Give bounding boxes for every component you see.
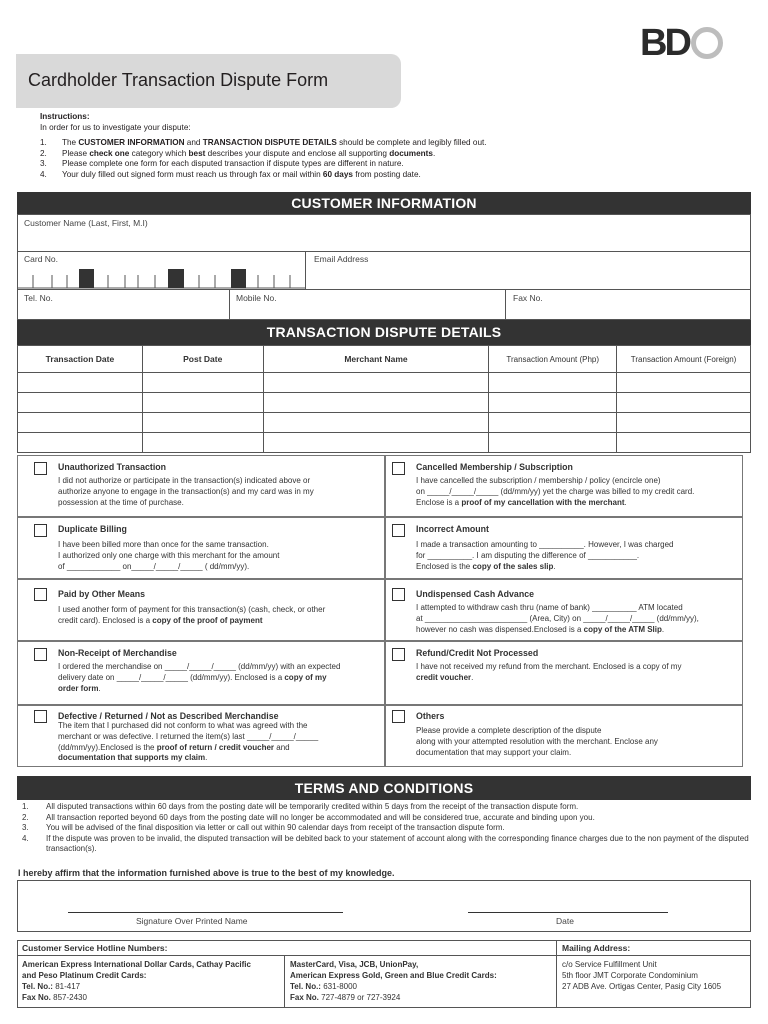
customer-info-section <box>17 214 751 320</box>
instructions-intro: In order for us to investigate your dispute: <box>40 122 191 132</box>
duplicate-billing-title: Duplicate Billing <box>58 524 127 534</box>
mobile-field[interactable] <box>230 290 506 319</box>
footer-contacts <box>17 940 751 1008</box>
duplicate-billing-checkbox[interactable] <box>34 524 47 537</box>
incorrect-amount-title: Incorrect Amount <box>416 524 489 534</box>
terms-header: TERMS AND CONDITIONS <box>17 776 751 800</box>
defective-text: The item that I purchased did not conform to what was agreed with the merchant or was defective. I returned the item(s) last _____/_____/_____ (dd/mm/yy).Enclosed is the proof of return / credit voucher and documentation that supports my claim. <box>58 721 319 763</box>
footer-divider <box>556 941 557 1007</box>
refund-checkbox[interactable] <box>392 648 405 661</box>
terms-item: 4. If the dispute was proven to be invalid, the disputed transaction will be debited back to your statement of account along with the corresponding finance charges due to the non payment of the disputed transaction(s). <box>22 833 749 854</box>
customer-info-header: CUSTOMER INFORMATION <box>17 192 751 214</box>
others-checkbox[interactable] <box>392 710 405 723</box>
instruction-item: 3. Please complete one form for each disputed transaction if dispute types are different in nature. <box>40 159 404 169</box>
category-defective <box>17 705 385 767</box>
incorrect-amount-text: I made a transaction amounting to __________. However, I was charged for __________. I am disputing the difference of ___________. Enclosed is the copy of the sales slip. <box>416 540 674 571</box>
tel-field[interactable] <box>18 290 230 319</box>
email-field[interactable] <box>306 252 750 290</box>
undispensed-cash-text: I attempted to withdraw cash thru (name of bank) __________ ATM located at _______________________ (Area, City) on _____/_____/_____ (dd/mm/yy), however no cash was dispensed.Enclosed is a copy of the ATM Slip. <box>416 603 699 634</box>
col-amount-php: Transaction Amount (Php) <box>489 346 617 373</box>
col-merchant-name: Merchant Name <box>263 346 489 373</box>
table-header-row <box>18 346 751 373</box>
card-digit-grid <box>18 269 306 289</box>
mailing-label: Mailing Address: <box>562 943 631 953</box>
footer-divider <box>284 956 285 1007</box>
category-refund <box>385 641 743 705</box>
others-title: Others <box>416 711 445 721</box>
form-title-banner <box>16 54 401 108</box>
incorrect-amount-checkbox[interactable] <box>392 524 405 537</box>
instruction-item: 2. Please check one category which best describes your dispute and enclose all supporting documents. <box>40 148 436 158</box>
undispensed-cash-title: Undispensed Cash Advance <box>416 589 534 599</box>
terms-item: 1. All disputed transactions within 60 days from the posting date will be temporarily credited within 5 days from the receipt of the transaction dispute form. <box>22 802 579 811</box>
instructions <box>40 112 740 181</box>
refund-title: Refund/Credit Not Processed <box>416 648 539 658</box>
undispensed-cash-checkbox[interactable] <box>392 588 405 601</box>
unauthorized-text: I did not authorize or participate in the transaction(s) indicated above or authorize anyone to engage in the transaction(s) and my card was in my possession at the time of purchase. <box>58 476 314 507</box>
category-others <box>385 705 743 767</box>
category-unauthorized <box>17 455 385 517</box>
card-number-label: Card No. <box>24 254 59 264</box>
signature-line[interactable] <box>68 912 343 913</box>
table-row[interactable] <box>18 413 751 433</box>
unauthorized-checkbox[interactable] <box>34 462 47 475</box>
instruction-item: 4. Your duly filled out signed form must reach us through fax or mail within 60 days from posting date. <box>40 169 421 179</box>
duplicate-billing-text: I have been billed more than once for the same transaction. I authorized only one charge with this merchant for the amount of ____________ on_____/_____/_____ ( dd/mm/yy). <box>58 540 280 571</box>
non-receipt-text: I ordered the merchandise on _____/_____/_____ (dd/mm/yy) with an expected delivery date on _____/_____/_____ (dd/mm/yy). Enclosed is a copy of my order form. <box>58 662 341 693</box>
category-incorrect-amount <box>385 517 743 579</box>
other-means-checkbox[interactable] <box>34 588 47 601</box>
cancelled-membership-checkbox[interactable] <box>392 462 405 475</box>
signature-label: Signature Over Printed Name <box>136 916 248 926</box>
terms-item: 3. You will be advised of the final disposition via letter or call out within 90 calendar days from receipt of the transaction dispute form. <box>22 823 505 833</box>
signature-box <box>17 880 751 932</box>
non-receipt-title: Non-Receipt of Merchandise <box>58 648 177 658</box>
instruction-item: 1. The CUSTOMER INFORMATION and TRANSACTION DISPUTE DETAILS should be complete and legibly filled out. <box>40 138 487 148</box>
date-line[interactable] <box>468 912 668 913</box>
defective-title: Defective / Returned / Not as Described Merchandise <box>58 711 279 721</box>
footer-header-row <box>18 941 750 956</box>
cancelled-membership-text: I have cancelled the subscription / membership / policy (encircle one) on _____/_____/_____ (dd/mm/yy) yet the charge was billed to my credit card. Enclose is a proof of my cancellation with the merchant. <box>416 476 695 507</box>
card-number-field[interactable] <box>18 252 306 290</box>
category-undispensed-cash <box>385 579 743 641</box>
table-row[interactable] <box>18 433 751 453</box>
category-non-receipt <box>17 641 385 705</box>
category-other-means <box>17 579 385 641</box>
mobile-label: Mobile No. <box>236 293 277 303</box>
customer-name-label: Customer Name (Last, First, M.I) <box>24 218 148 228</box>
terms-item: 2. All transaction reported beyond 60 days from the posting date will no longer be accommodated and will be considered true, accurate and binding upon you. <box>22 812 595 822</box>
affirmation-text: I hereby affirm that the information furnished above is true to the best of my knowledge. <box>18 868 395 878</box>
terms-list <box>22 802 752 855</box>
tel-label: Tel. No. <box>24 293 53 303</box>
other-means-text: I used another form of payment for this transaction(s) (cash, check, or other credit card). Enclosed is a copy of the proof of payment <box>58 605 326 625</box>
footer-col-amex-intl: American Express International Dollar Cards, Cathay Pacific and Peso Platinum Credit Cards: Tel. No.: 81-417 Fax No. 857-2430 <box>22 960 251 1002</box>
cancelled-membership-title: Cancelled Membership / Subscription <box>416 462 573 472</box>
category-cancelled-membership <box>385 455 743 517</box>
category-duplicate-billing <box>17 517 385 579</box>
col-transaction-date: Transaction Date <box>18 346 143 373</box>
customer-name-field[interactable] <box>18 215 750 252</box>
fax-label: Fax No. <box>513 293 543 303</box>
fax-field[interactable] <box>506 290 750 319</box>
footer-col-mailing: c/o Service Fulfillment Unit 5th floor JMT Corporate Condominium 27 ADB Ave. Ortigas Center, Pasig City 1605 <box>562 960 722 991</box>
dispute-details-header: TRANSACTION DISPUTE DETAILS <box>17 320 751 345</box>
bdo-logo: BD <box>640 22 723 65</box>
other-means-title: Paid by Other Means <box>58 589 146 599</box>
others-text: Please provide a complete description of the dispute along with your attempted resolution with the merchant. Enclose any documentation that may support your claim. <box>416 726 658 757</box>
refund-text: I have not received my refund from the merchant. Enclosed is a copy of my credit voucher. <box>416 662 682 682</box>
date-label: Date <box>556 916 574 926</box>
footer-col-mastercard-visa: MasterCard, Visa, JCB, UnionPay, American Express Gold, Green and Blue Credit Cards: Tel. No.: 631-8000 Fax No. 727-4879 or 727-3924 <box>290 960 497 1002</box>
table-row[interactable] <box>18 393 751 413</box>
hotline-label: Customer Service Hotline Numbers: <box>22 943 168 953</box>
defective-checkbox[interactable] <box>34 710 47 723</box>
col-amount-foreign: Transaction Amount (Foreign) <box>617 346 751 373</box>
form-title: Cardholder Transaction Dispute Form <box>28 70 329 90</box>
unauthorized-title: Unauthorized Transaction <box>58 462 167 472</box>
non-receipt-checkbox[interactable] <box>34 648 47 661</box>
email-label: Email Address <box>314 254 369 264</box>
col-post-date: Post Date <box>142 346 263 373</box>
instructions-heading: Instructions: <box>40 112 90 121</box>
table-row[interactable] <box>18 373 751 393</box>
dispute-details-table <box>17 345 751 453</box>
card-number-boxes <box>18 269 306 289</box>
